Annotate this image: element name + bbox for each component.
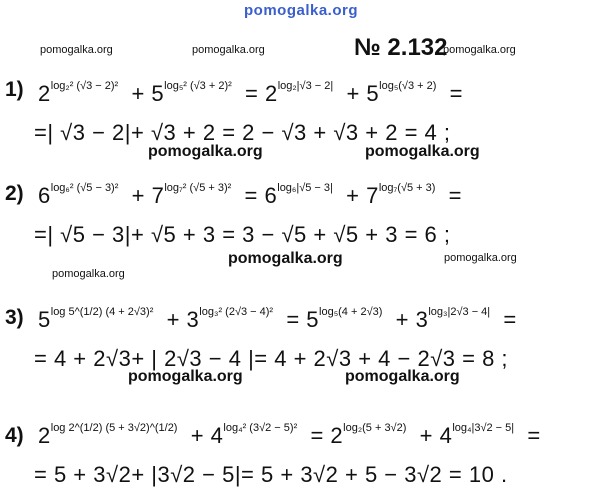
equation-line: $5^{log 5\^{}(1/2) (4 + 2√3)^2} + 3^{log_3^2 (2√3 - 4)^2} = 5^{log_5(4 + 2√3)} + 3^{log_3|2√3 - 4|}$ = xyxy=(38,306,517,332)
watermark: pomogalka.org xyxy=(192,44,265,56)
equation-line: $2^{log_2^2 (√3 - 2)^2} + 5^{log_5^2 (√3 + 2)^2} = 2^{log_2|√3 - 2|} + 5^{log_5(√3 + 2)}$ = xyxy=(38,80,463,106)
watermark: pomogalka.org xyxy=(365,143,480,160)
equation-line: =| √3 − 2|+ √3 + 2 = 2 − √3 + √3 + 2 = 4 ; xyxy=(34,120,451,145)
watermark: pomogalka.org xyxy=(444,252,517,264)
watermark: pomogalka.org xyxy=(148,143,263,160)
problem-label: 4) xyxy=(5,424,24,447)
watermark: pomogalka.org xyxy=(52,268,125,280)
watermark: pomogalka.org xyxy=(128,368,243,385)
problem-label: 2) xyxy=(5,182,24,205)
equation-line: $6^{log_6^2 (√5 - 3)^2} + 7^{log_7^2 (√5 + 3)^2} = 6^{log_6|√5 - 3|} + 7^{log_7(√5 + 3)}$ = xyxy=(38,182,463,208)
watermark: pomogalka.org xyxy=(228,250,343,267)
watermark: pomogalka.org xyxy=(345,368,460,385)
equation-line: $2^{log 2\^{}(1/2) (5 + 3√2)\^{}(1/2)} + 4^{log_4^2 (3√2 - 5)^2} = 2^{log_2(5 + 3√2)} + 4^{log_4|3√2 - 5|}$ = xyxy=(38,422,541,448)
problem-label: 3) xyxy=(5,306,24,329)
problem-number-title: № 2.132 xyxy=(354,34,448,61)
equation-line: = 5 + 3√2+ |3√2 − 5|= 5 + 3√2 + 5 − 3√2 = 10 . xyxy=(34,462,508,487)
watermark: pomogalka.org xyxy=(443,44,516,56)
watermark-top: pomogalka.org xyxy=(244,2,359,19)
equation-line: =| √5 − 3|+ √5 + 3 = 3 − √5 + √5 + 3 = 6 ; xyxy=(34,222,451,247)
equation-line: = 4 + 2√3+ | 2√3 − 4 |= 4 + 2√3 + 4 − 2√3 = 8 ; xyxy=(34,346,509,371)
watermark: pomogalka.org xyxy=(40,44,113,56)
problem-label: 1) xyxy=(5,78,24,101)
